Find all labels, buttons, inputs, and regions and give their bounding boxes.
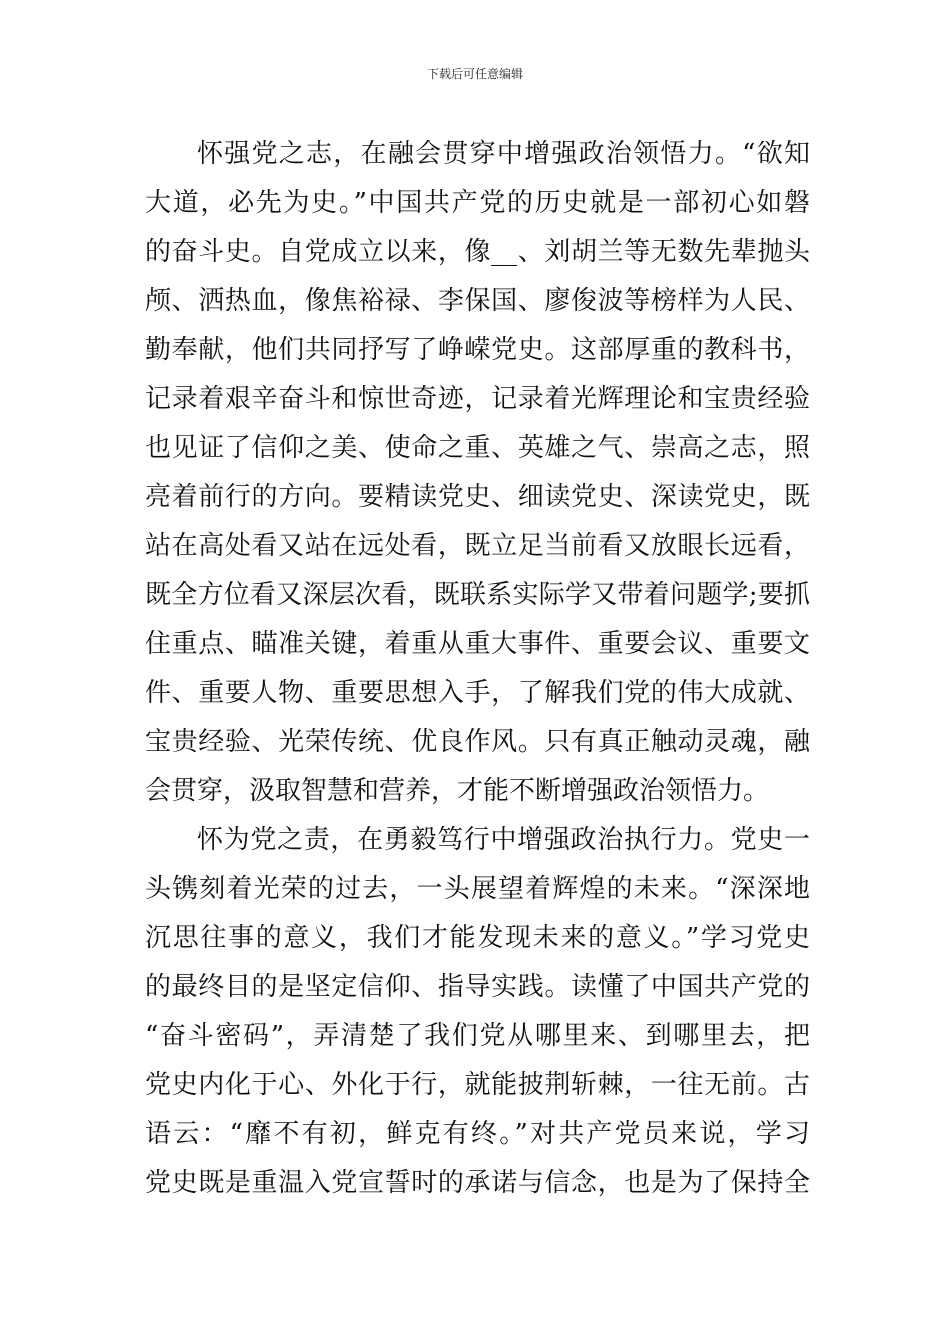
- text-line: 党史既是重温入党宣誓时的承诺与信念，也是为了保持全: [145, 1168, 810, 1198]
- text-line: 的奋斗史。自党成立以来，像__、刘胡兰等无数先辈抛头: [145, 237, 810, 267]
- text-line: 党史内化于心、外化于行，就能披荆斩棘，一往无前。古: [145, 1070, 810, 1100]
- text-line: 既全方位看又深层次看，既联系实际学又带着问题学;要抓: [145, 580, 810, 610]
- text-line: 沉思往事的意义，我们才能发现未来的意义。”学习党史: [145, 923, 810, 953]
- text-line: “奋斗密码”，弄清楚了我们党从哪里来、到哪里去，把: [145, 1021, 810, 1051]
- text-line: 住重点、瞄准关键，着重从重大事件、重要会议、重要文: [145, 629, 810, 659]
- text-line: 会贯穿，汲取智慧和营养，才能不断增强政治领悟力。: [145, 776, 770, 806]
- text-line: 亮着前行的方向。要精读党史、细读党史、深读党史，既: [145, 482, 810, 512]
- text-line: 件、重要人物、重要思想入手，了解我们党的伟大成就、: [145, 678, 810, 708]
- text-line: 头镌刻着光荣的过去，一头展望着辉煌的未来。“深深地: [145, 874, 810, 904]
- text-line: 记录着艰辛奋斗和惊世奇迹，记录着光辉理论和宝贵经验: [145, 384, 810, 414]
- text-line: 也见证了信仰之美、使命之重、英雄之气、崇高之志，照: [145, 433, 810, 463]
- text-line: 语云：“靡不有初，鲜克有终。”对共产党员来说，学习: [145, 1119, 810, 1149]
- text-line: 怀强党之志，在融会贯穿中增强政治领悟力。“欲知: [197, 139, 810, 169]
- text-line: 颅、洒热血，像焦裕禄、李保国、廖俊波等榜样为人民、: [145, 286, 810, 316]
- text-line: 大道，必先为史。”中国共产党的历史就是一部初心如磐: [145, 188, 810, 218]
- text-line: 怀为党之责，在勇毅笃行中增强政治执行力。党史一: [197, 825, 810, 855]
- text-line: 宝贵经验、光荣传统、优良作风。只有真正触动灵魂，融: [145, 727, 810, 757]
- paragraph-2: [145, 816, 810, 1208]
- paragraph-1: [145, 130, 810, 816]
- text-line: 勤奉献，他们共同抒写了峥嵘党史。这部厚重的教科书，: [145, 335, 810, 365]
- text-line: 的最终目的是坚定信仰、指导实践。读懂了中国共产党的: [145, 972, 810, 1002]
- text-line: 站在高处看又站在远处看，既立足当前看又放眼长远看，: [145, 531, 810, 561]
- document-body: [145, 130, 810, 1208]
- page-header: 下载后可任意编辑: [426, 67, 523, 81]
